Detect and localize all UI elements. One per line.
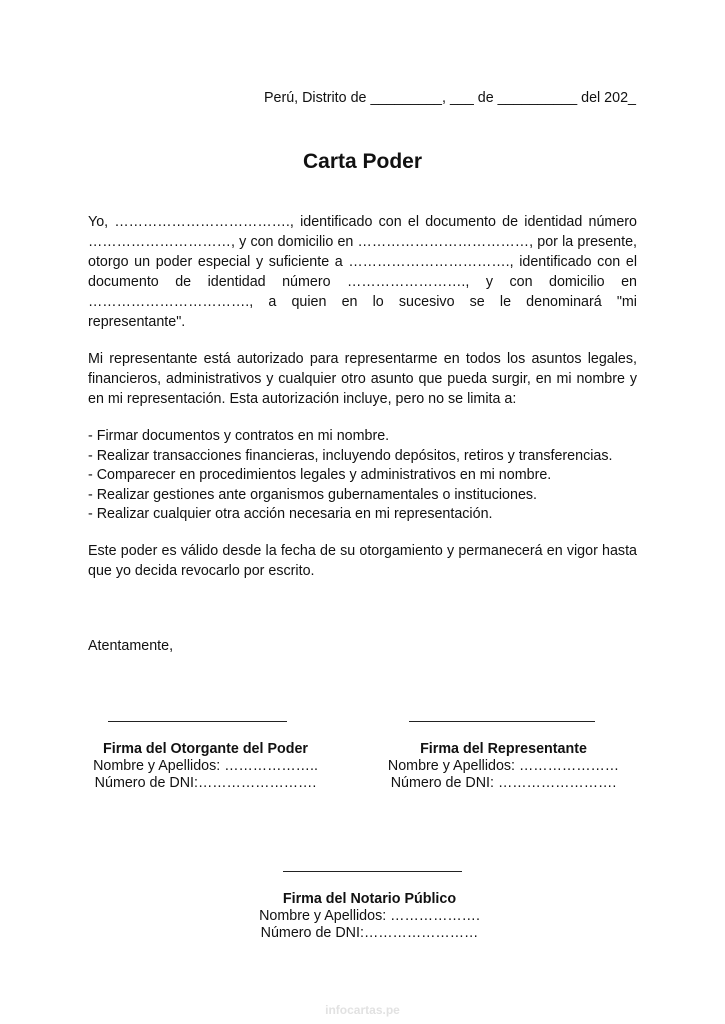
signature-dni-otorgante: Número de DNI:……………………. bbox=[94, 775, 317, 791]
list-item: - Realizar gestiones ante organismos gubernamentales o instituciones. bbox=[88, 486, 538, 503]
watermark: infocartas.pe bbox=[325, 1003, 400, 1017]
signature-title-otorgante: Firma del Otorgante del Poder bbox=[103, 741, 308, 757]
list-item: - Realizar transacciones financieras, incluyendo depósitos, retiros y transferencias. bbox=[88, 447, 613, 464]
signature-line-otorgante bbox=[108, 721, 287, 722]
paragraph-validity: Este poder es válido desde la fecha de su otorgamiento y permanecerá en vigor hasta que yo decida revocarlo por escrito. bbox=[88, 543, 637, 579]
signature-line-notario bbox=[283, 871, 462, 872]
signature-line-representante bbox=[409, 721, 595, 722]
paragraph-authorization: Mi representante está autorizado para representarme en todos los asuntos legales, financieros, administrativos y cualquier otro asunto que pueda surgir, en mi nombre y en mi representación. Esta autorización incluye, pero no se limita a: bbox=[88, 351, 637, 407]
list-item: - Realizar cualquier otra acción necesaria en mi representación. bbox=[88, 506, 493, 522]
signature-block-representante bbox=[386, 741, 621, 792]
closing-text: Atentamente, bbox=[88, 638, 174, 654]
paragraph-grant: Yo, ………………………………., identificado con el documento de identidad número …………………………, y con domicilio en ………………………………, por la presente, otorgo un poder especial y suficiente a ……………………………., identificado con el documento de identidad número ……………………., y con domicilio en ……………………………., a quien en lo sucesivo se le denominará "mi representante". bbox=[88, 214, 637, 330]
signature-dni-notario: Número de DNI:…………………… bbox=[260, 925, 479, 941]
document-title: Carta Poder bbox=[302, 150, 423, 173]
signature-name-representante: Nombre y Apellidos: ………………… bbox=[387, 758, 620, 774]
list-item: - Firmar documentos y contratos en mi nombre. bbox=[88, 428, 390, 444]
signature-dni-representante: Número de DNI: ……………………. bbox=[390, 775, 617, 791]
signature-title-notario: Firma del Notario Público bbox=[282, 891, 457, 907]
signature-title-representante: Firma del Representante bbox=[420, 741, 587, 757]
powers-list bbox=[88, 427, 648, 525]
signature-block-otorgante bbox=[88, 741, 323, 792]
signature-name-notario: Nombre y Apellidos: ………………. bbox=[259, 908, 480, 924]
signature-block-notario bbox=[252, 891, 487, 942]
signature-name-otorgante: Nombre y Apellidos: ……………….. bbox=[93, 758, 318, 774]
date-line: Perú, Distrito de _________, ___ de __________ del 202_ bbox=[263, 90, 636, 106]
list-item: - Comparecer en procedimientos legales y administrativos en mi nombre. bbox=[88, 467, 552, 483]
